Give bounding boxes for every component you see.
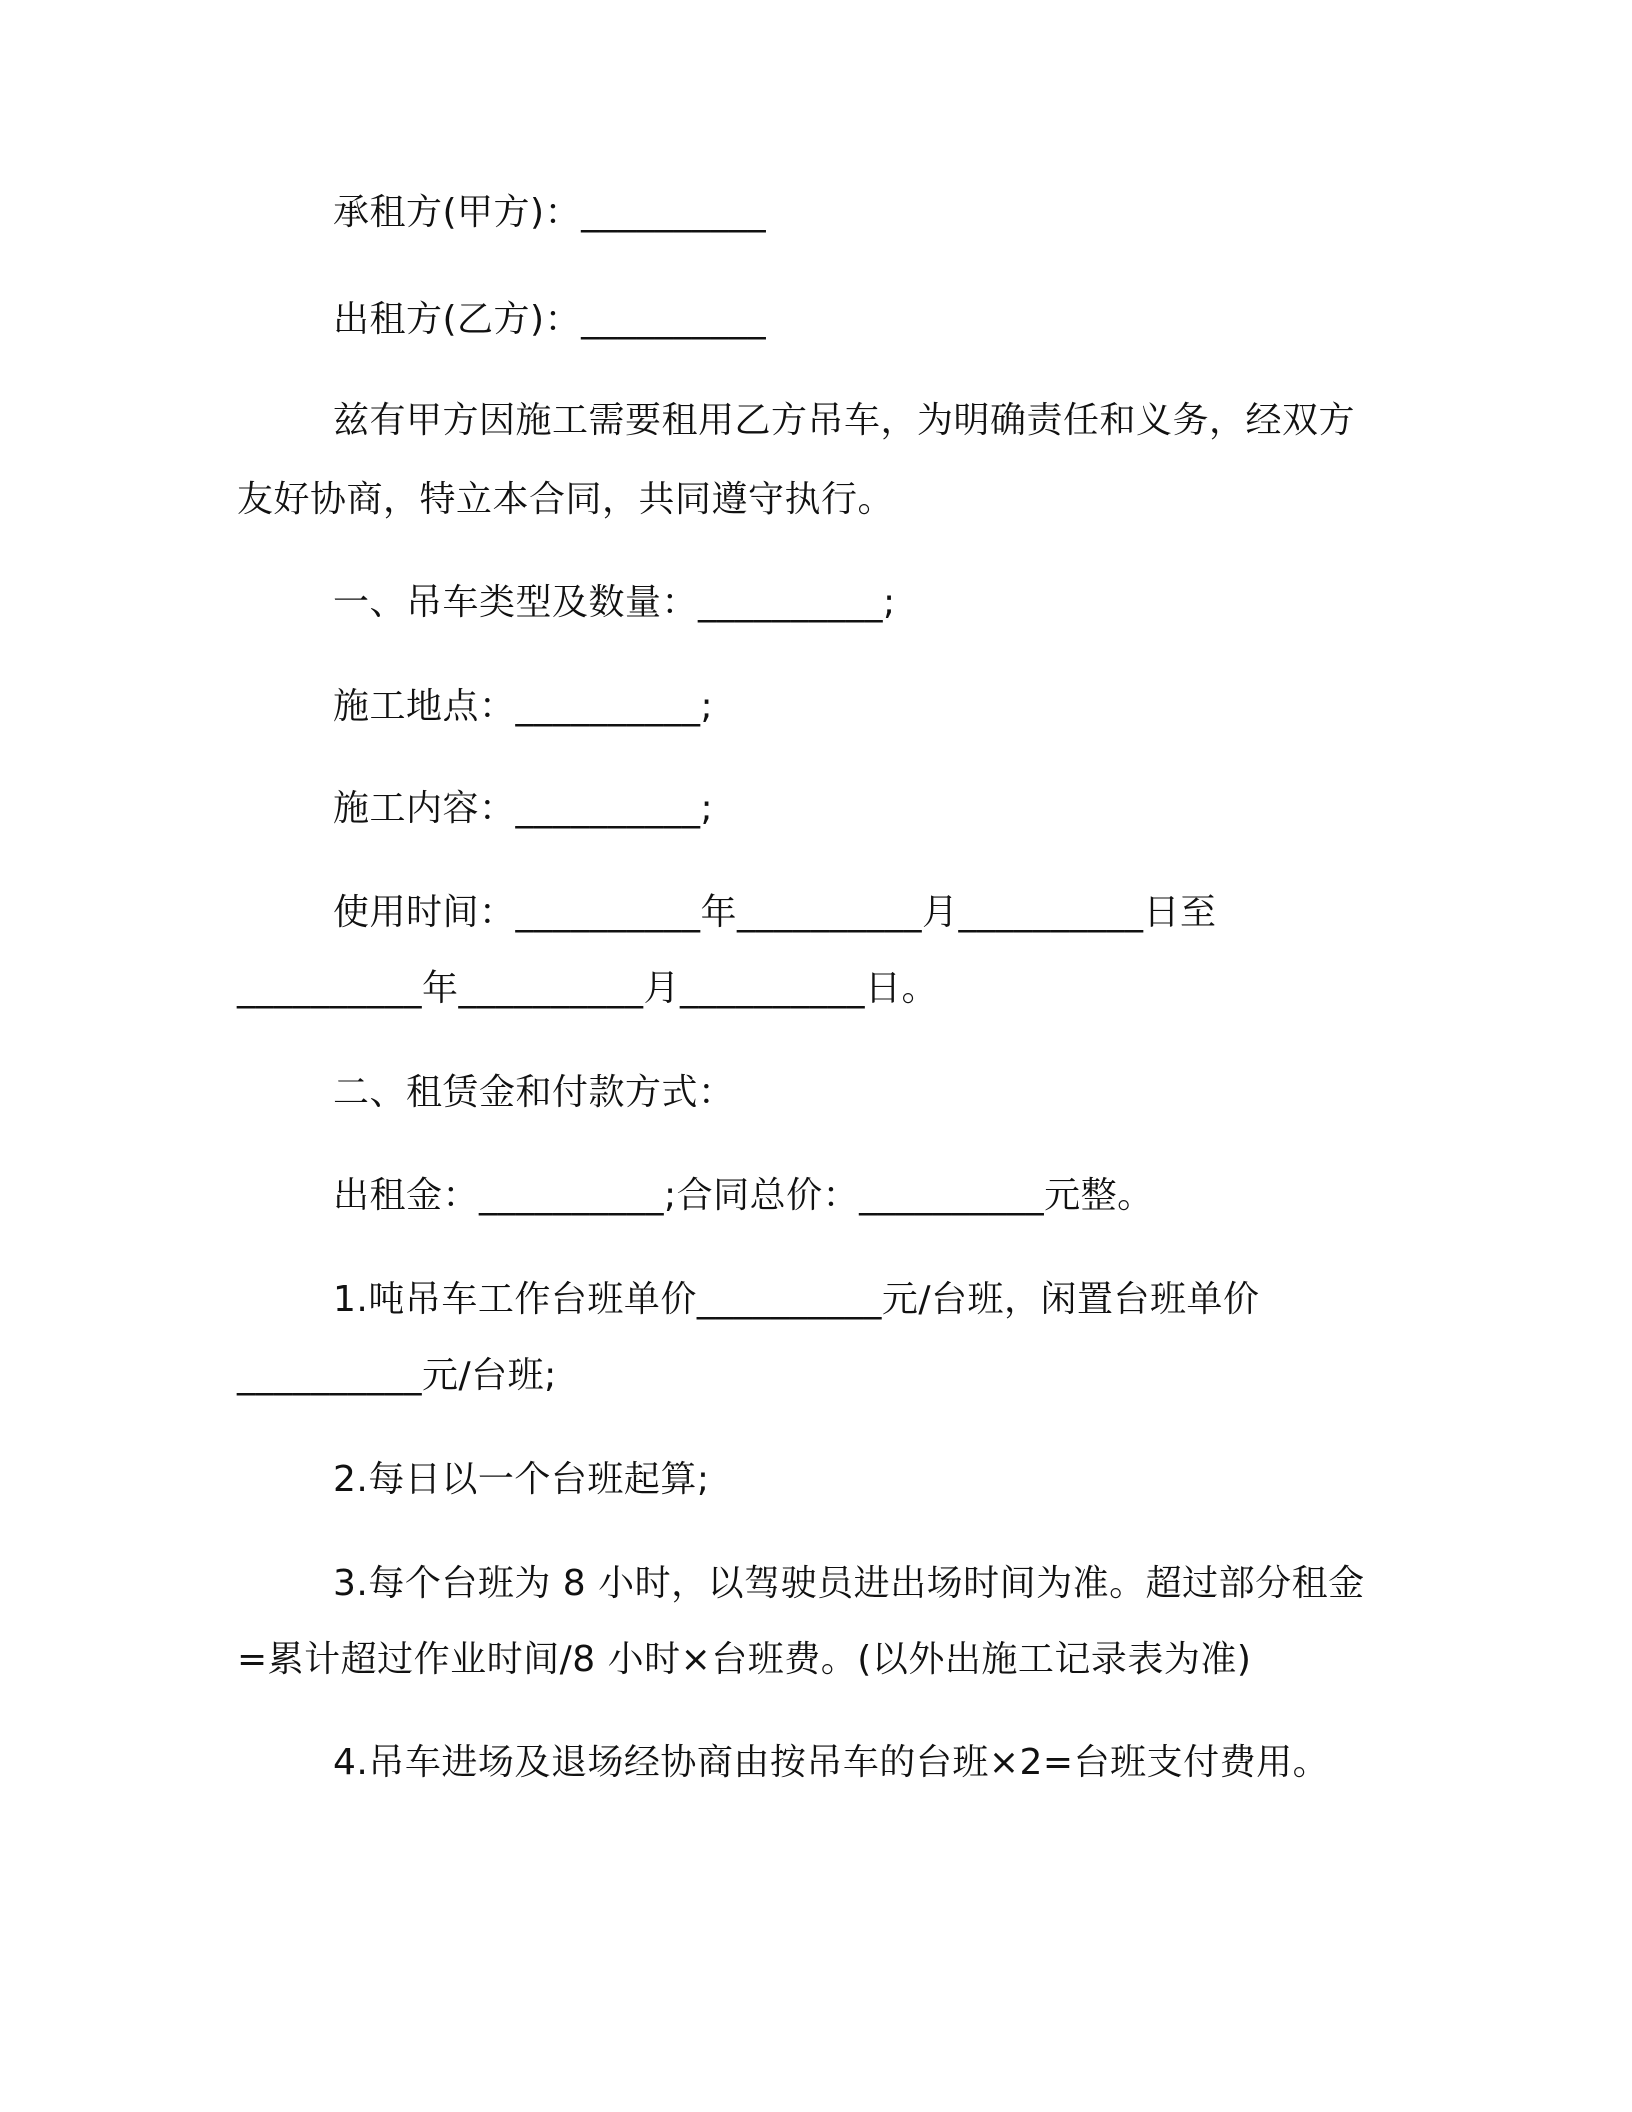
- crane-type-line: 一、吊车类型及数量：__________;: [333, 582, 896, 623]
- clause-3-line-2: =累计超过作业时间/8 小时×台班费。(以外出施工记录表为准): [237, 1639, 1252, 1680]
- clause-2: 2.每日以一个台班起算;: [333, 1459, 710, 1500]
- preamble-line-2: 友好协商，特立本合同，共同遵守执行。: [237, 479, 895, 520]
- usage-time-line-1: 使用时间：__________年__________月__________日至: [333, 892, 1217, 933]
- clause-3-line-1: 3.每个台班为 8 小时，以驾驶员进出场时间为准。超过部分租金: [333, 1563, 1365, 1604]
- clause-1-line-2: __________元/台班;: [237, 1355, 557, 1396]
- site-location-line: 施工地点：__________;: [333, 686, 714, 727]
- lessor-line: 出租方(乙方)：__________: [333, 299, 767, 340]
- preamble-line-1: 兹有甲方因施工需要租用乙方吊车，为明确责任和义务，经双方: [333, 400, 1356, 441]
- rent-total-line: 出租金：__________;合同总价：__________元整。: [333, 1175, 1154, 1216]
- clause-1-line-1: 1.吨吊车工作台班单价__________元/台班，闲置台班单价: [333, 1279, 1260, 1320]
- work-content-line: 施工内容：__________;: [333, 788, 714, 829]
- lessee-line: 承租方(甲方)：__________: [333, 192, 767, 233]
- clause-4: 4.吊车进场及退场经协商由按吊车的台班×2=台班支付费用。: [333, 1742, 1330, 1783]
- usage-time-line-2: __________年__________月__________日。: [237, 968, 938, 1009]
- section-two-heading: 二、租赁金和付款方式：: [333, 1072, 735, 1113]
